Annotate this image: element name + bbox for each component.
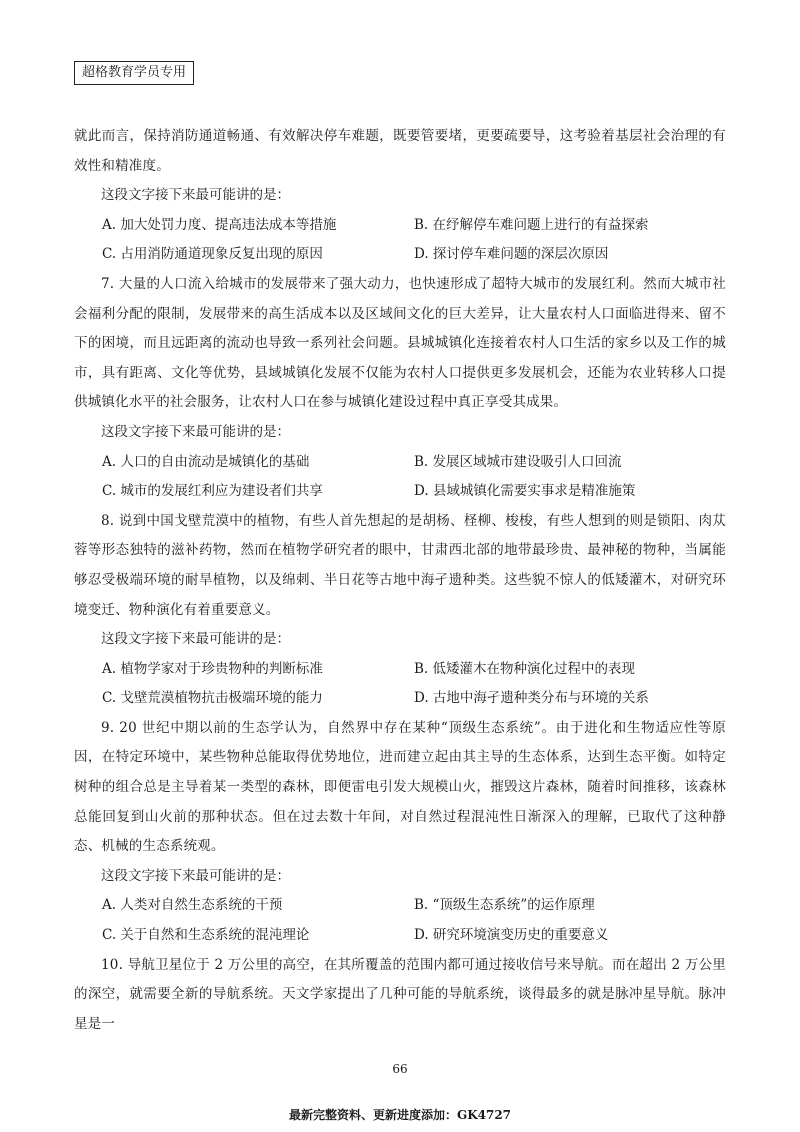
q6-option-b: B. 在纾解停车难问题上进行的有益探索 [414,216,649,233]
page-number: 66 [392,1062,408,1076]
q7-option-b: B. 发展区域城市建设吸引人口回流 [414,453,622,470]
q8-options [74,655,726,714]
q6-option-c: C. 占用消防通道现象反复出现的原因 [102,246,323,263]
q7-option-a: A. 人口的自由流动是城镇化的基础 [102,453,310,470]
q8-option-b: B. 低矮灌木在物种演化过程中的表现 [414,660,636,677]
q6-option-a: A. 加大处罚力度、提高违法成本等措施 [102,216,337,233]
q8-option-c: C. 戈壁荒漠植物抗击极端环境的能力 [102,690,323,707]
q9-option-d: D. 研究环境演变历史的重要意义 [414,927,609,944]
footer-note: 最新完整资料、更新进度添加：GK4727 [288,1108,512,1122]
q8-prompt: 这段文字接下来最可能讲的是： [101,631,290,648]
q6-option-d: D. 探讨停车难问题的深层次原因 [414,246,609,263]
q6-options [74,211,726,270]
q6-prompt: 这段文字接下来最可能讲的是： [101,187,290,204]
q9-text: 9. 20 世纪中期以前的生态学认为，自然界中存在某种“顶级生态系统”。由于进化和生物适应性等原因，在特定环境中，某些物种总能取得优势地位，进而建立起由其主导的生态体系，达到生态平衡。如特定树种的组合总是主导着某一类型的森林，即便雷电引发大规模山火，摧毁这片森林，随着时间推移，该森林总能回复到山火前的那种状态。但在过去数十年间，对自然过程混沌性日渐深入的理解，已取代了这种静态、机械的生态系统观。 [74,719,726,855]
q9-options [74,891,726,950]
q7-options [74,448,726,507]
q8-option-d: D. 古地中海孑遗种类分布与环境的关系 [414,690,649,707]
q9-option-a: A. 人类对自然生态系统的干预 [102,897,283,914]
document-body [74,122,726,1039]
q7-option-d: D. 县域城镇化需要实事求是精准施策 [414,483,636,500]
q10-text: 10. 导航卫星位于 2 万公里的高空，在其所覆盖的范围内都可通过接收信号来导航。而在超出 2 万公里的深空，就需要全新的导航系统。天文学家提出了几种可能的导航系统，谈得最多的就是脉冲星导航。脉冲星是一 [74,956,726,1032]
q8-text: 8. 说到中国戈壁荒漠中的植物，有些人首先想起的是胡杨、柽柳、梭梭，有些人想到的则是锁阳、肉苁蓉等形态独特的滋补药物，然而在植物学研究者的眼中，甘肃西北部的地带最珍贵、最神秘的物种，当属能够忍受极端环境的耐旱植物，以及绵刺、半日花等古地中海孑遗种类。这些貌不惊人的低矮灌木，对研究环境变迁、物种演化有着重要意义。 [74,512,726,618]
q9-option-c: C. 关于自然和生态系统的混沌理论 [102,927,310,944]
q9-option-b: B. “顶级生态系统”的运作原理 [414,897,595,914]
q8-option-a: A. 植物学家对于珍贵物种的判断标准 [102,660,323,677]
q7-text: 7. 大量的人口流入给城市的发展带来了强大动力，也快速形成了超特大城市的发展红利。然而大城市社会福利分配的限制，发展带来的高生活成本以及区域间文化的巨大差异，让大量农村人口面临进得来、留不下的困境，而且远距离的流动也导致一系列社会问题。县城城镇化连接着农村人口生活的家乡以及工作的城市，具有距离、文化等优势，县域城镇化发展不仅能为农村人口提供更多发展机会，还能为农业转移人口提供城镇化水平的社会服务，让农村人口在参与城镇化建设过程中真正享受其成果。 [74,275,726,411]
header-label: 超格教育学员专用 [74,61,194,85]
q9-prompt: 这段文字接下来最可能讲的是： [101,867,290,884]
q7-option-c: C. 城市的发展红利应为建设者们共享 [102,483,323,500]
intro-paragraph: 就此而言，保持消防通道畅通、有效解决停车难题，既要管要堵，更要疏要导，这考验着基层社会治理的有效性和精准度。 [74,128,726,174]
q7-prompt: 这段文字接下来最可能讲的是： [101,423,290,440]
